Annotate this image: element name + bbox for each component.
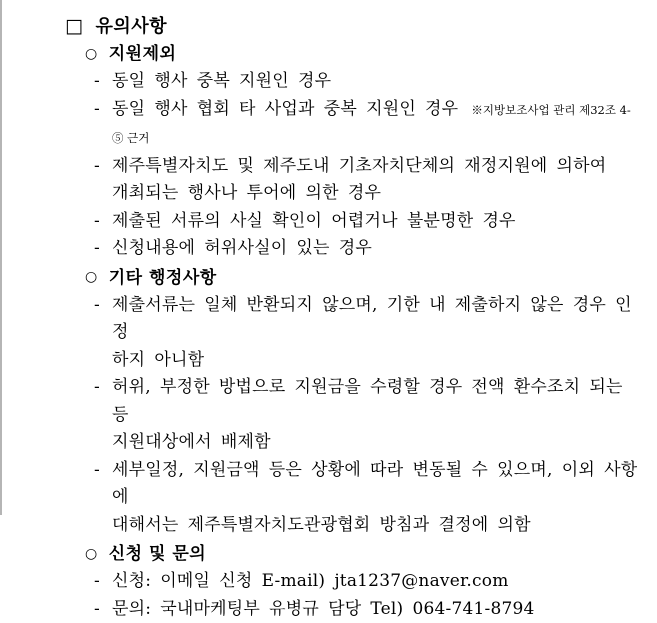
doc-title — [65, 13, 657, 41]
dash-icon: - — [94, 96, 112, 153]
bullet-list — [94, 68, 657, 263]
circle-bullet-icon: ○ — [85, 547, 98, 561]
dash-icon: - — [94, 68, 112, 96]
bullet-line: 허위, 부정한 방법으로 지원금을 수령할 경우 전액 환수조치 되는 등 — [112, 374, 642, 429]
bullet-text: 동일 행사 중복 지원인 경우 — [112, 68, 331, 96]
dash-icon: - — [94, 596, 112, 623]
dash-icon: - — [94, 208, 112, 236]
dash-icon: - — [94, 235, 112, 263]
bullet-item — [94, 235, 657, 263]
bullet-item — [94, 374, 657, 457]
section-heading — [85, 265, 657, 292]
section-heading — [85, 541, 657, 568]
bullet-text — [112, 457, 642, 540]
legal-reference-note: ※지방보조사업 관리 제32조 4-⑤ 근거 — [112, 103, 631, 146]
bullet-item — [94, 596, 657, 623]
section-exclusions — [2, 41, 657, 263]
bullet-line: 제출서류는 일체 반환되지 않으며, 기한 내 제출하지 않은 경우 인정 — [112, 292, 642, 347]
bullet-list — [94, 292, 657, 540]
bullet-list — [94, 568, 657, 623]
bullet-item — [94, 568, 657, 596]
bullet-line: 동일 행사 협회 타 사업과 중복 지원인 경우 — [112, 99, 458, 119]
section-heading-text: 신청 및 문의 — [109, 541, 206, 568]
dash-icon: - — [94, 292, 112, 375]
section-heading — [85, 41, 657, 68]
bullet-text: 신청내용에 허위사실이 있는 경우 — [112, 235, 372, 263]
bullet-item — [94, 96, 657, 153]
bullet-text — [112, 292, 642, 375]
dash-icon: - — [94, 568, 112, 596]
bullet-item — [94, 208, 657, 236]
section-heading-text: 기타 행정사항 — [109, 265, 217, 292]
bullet-text — [112, 374, 642, 457]
circle-bullet-icon: ○ — [85, 47, 98, 61]
bullet-text: 제출된 서류의 사실 확인이 어렵거나 불분명한 경우 — [112, 208, 516, 236]
dash-icon: - — [94, 153, 112, 208]
square-bullet-icon: □ — [65, 17, 83, 36]
dash-icon: - — [94, 374, 112, 457]
application-email-line: 신청: 이메일 신청 E-mail) jta1237@naver.com — [112, 568, 509, 596]
bullet-text — [112, 96, 642, 153]
contact-phone-line: 문의: 국내마케팅부 유병규 담당 Tel) 064-741-8794 — [112, 596, 535, 623]
circle-bullet-icon: ○ — [85, 270, 98, 284]
section-contact — [2, 541, 657, 623]
bullet-line: 개최되는 행사나 투어에 의한 경우 — [112, 180, 606, 208]
section-admin-notes — [2, 265, 657, 540]
bullet-line: 제주특별자치도 및 제주도내 기초자치단체의 재정지원에 의하여 — [112, 153, 606, 181]
bullet-line: 지원대상에서 배제함 — [112, 429, 642, 457]
bullet-line: 대해서는 제주특별자치도관광협회 방침과 결정에 의함 — [112, 512, 642, 540]
bullet-item — [94, 292, 657, 375]
bullet-text — [112, 153, 606, 208]
section-heading-text: 지원제외 — [109, 41, 177, 68]
bullet-item — [94, 457, 657, 540]
bullet-line: 하지 아니함 — [112, 347, 642, 375]
bullet-item — [94, 153, 657, 208]
doc-title-text: 유의사항 — [95, 13, 167, 41]
dash-icon: - — [94, 457, 112, 540]
bullet-line: 세부일정, 지원금액 등은 상황에 따라 변동될 수 있으며, 이외 사항에 — [112, 457, 642, 512]
bullet-item — [94, 68, 657, 96]
